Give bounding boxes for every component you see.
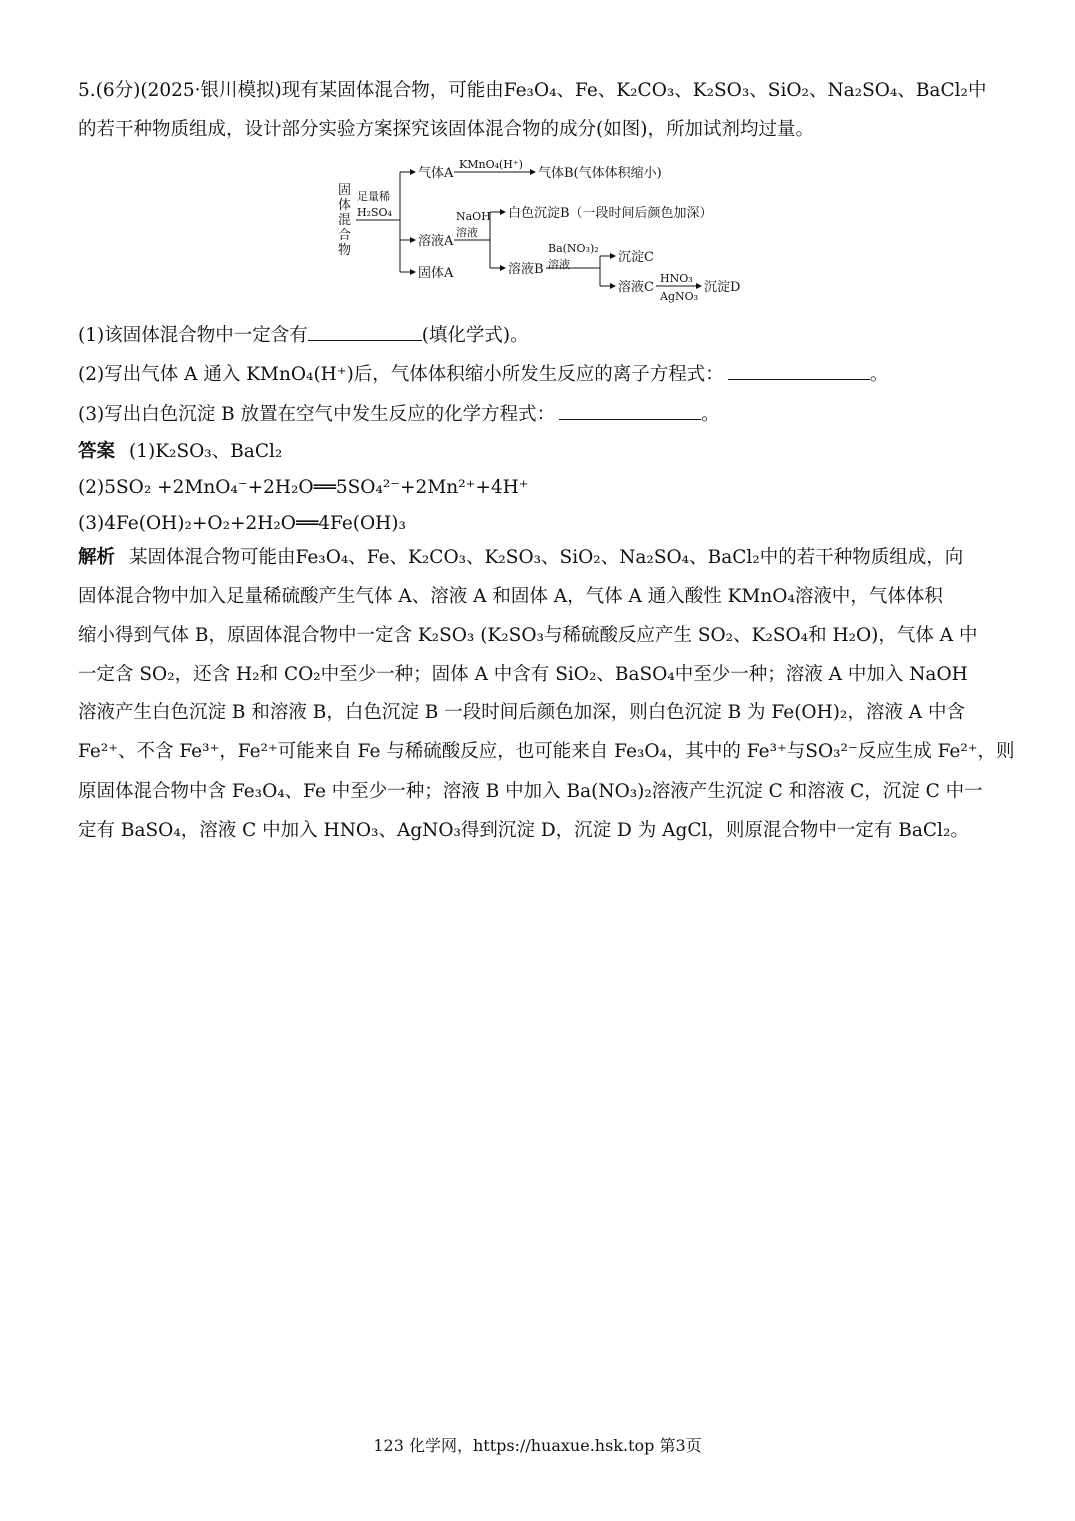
start-char-3: 混: [338, 213, 352, 228]
answer-line-1: [78, 440, 997, 464]
solution-c: 溶液C: [618, 280, 654, 295]
white-precipitate-b: 白色沉淀B（一段时间后颜色加深）: [508, 206, 713, 221]
start-char-2: 体: [338, 198, 352, 213]
ba-nitrate-label: Ba(NO₃)₂: [548, 242, 599, 255]
analysis-line-1: [78, 546, 997, 570]
sub-question-1-suffix: (填化学式)。: [421, 325, 529, 346]
kmno4-label: KMnO₄(H⁺): [459, 158, 523, 171]
agno3-label: AgNO₃: [660, 290, 699, 303]
reagent-1-bottom: H₂SO₄: [357, 206, 392, 219]
start-char-5: 物: [338, 243, 352, 258]
answer-1: (1)K₂SO₃、BaCl₂: [129, 441, 283, 462]
start-char-1: 固: [338, 183, 352, 198]
hno3-label: HNO₃: [660, 272, 693, 285]
solution-b: 溶液B: [508, 262, 544, 277]
analysis-line-8: 定有 BaSO₄，溶液 C 中加入 HNO₃、AgNO₃得到沉淀 D，沉淀 D 为 AgCl，则原混合物中一定有 BaCl₂。: [78, 820, 969, 841]
reagent-1-top: 足量稀: [357, 190, 390, 203]
naoh-solution-label: 溶液: [456, 226, 478, 239]
gas-a: 气体A: [418, 166, 454, 181]
ba-nitrate-solution-label: 溶液: [548, 258, 570, 271]
answer-blank-1: [308, 322, 422, 341]
precipitate-d: 沉淀D: [704, 280, 741, 295]
sub-question-3: [78, 401, 997, 427]
answer-blank-2: [728, 361, 870, 380]
answer-3: (3)4Fe(OH)₂+O₂+2H₂O══4Fe(OH)₃: [78, 513, 406, 534]
analysis-line-5: 溶液产生白色沉淀 B 和溶液 B，白色沉淀 B 一段时间后颜色加深，则白色沉淀 B 为 Fe(OH)₂，溶液 A 中含: [78, 702, 965, 723]
sub-question-3-text: (3)写出白色沉淀 B 放置在空气中发生反应的化学方程式：: [78, 404, 556, 425]
sub-question-3-suffix: 。: [701, 404, 720, 425]
analysis-line-3: 缩小得到气体 B，原固体混合物中一定含 K₂SO₃ (K₂SO₃与稀硫酸反应产生 SO₂、K₂SO₄和 H₂O)，气体 A 中: [78, 625, 978, 646]
page-footer: 123 化学网，https://huaxue.hsk.top 第3页: [373, 1436, 702, 1455]
analysis-line-4: 一定含 SO₂，还含 H₂和 CO₂中至少一种；固体 A 中含有 SiO₂、BaSO₄中至少一种；溶液 A 中加入 NaOH: [78, 664, 968, 685]
naoh-label: NaOH: [456, 210, 491, 223]
sub-question-1: [78, 322, 997, 348]
gas-b: 气体B(气体体积缩小): [538, 166, 662, 181]
answer-label: 答案: [78, 441, 116, 462]
analysis-line-7: 原固体混合物中含 Fe₃O₄、Fe 中至少一种；溶液 B 中加入 Ba(NO₃)₂溶液产生沉淀 C 和溶液 C，沉淀 C 中一: [78, 781, 983, 802]
analysis-line-6: Fe²⁺、不含 Fe³⁺，Fe²⁺可能来自 Fe 与稀硫酸反应，也可能来自 Fe₃O₄，其中的 Fe³⁺与SO₃²⁻反应生成 Fe²⁺，则: [78, 741, 1015, 762]
precipitate-c: 沉淀C: [618, 250, 654, 265]
sub-question-2-suffix: 。: [869, 364, 889, 385]
analysis-line-2: 固体混合物中加入足量稀硫酸产生气体 A、溶液 A 和固体 A，气体 A 通入酸性 KMnO₄溶液中，气体体积: [78, 586, 943, 607]
question-line-2: 的若干种物质组成，设计部分实验方案探究该固体混合物的成分(如图)，所加试剂均过量。: [78, 119, 814, 140]
question-line-1: 5.(6分)(2025·银川模拟)现有某固体混合物，可能由Fe₃O₄、Fe、K₂CO₃、K₂SO₃、SiO₂、Na₂SO₄、BaCl₂中: [78, 80, 987, 101]
answer-blank-3: [559, 401, 701, 420]
sub-question-2: [78, 361, 997, 387]
solution-a: 溶液A: [418, 234, 454, 249]
analysis-text-1: 某固体混合物可能由Fe₃O₄、Fe、K₂CO₃、K₂SO₃、SiO₂、Na₂SO₄、BaCl₂中的若干种物质组成，向: [129, 547, 964, 568]
analysis-label: 解析: [78, 547, 116, 568]
start-char-4: 合: [338, 228, 352, 243]
answer-2: (2)5SO₂ +2MnO₄⁻+2H₂O══5SO₄²⁻+2Mn²⁺+4H⁺: [78, 477, 529, 498]
solid-a: 固体A: [418, 266, 454, 281]
sub-question-1-text: (1)该固体混合物中一定含有: [78, 325, 308, 346]
sub-question-2-text: (2)写出气体 A 通入 KMnO₄(H⁺)后，气体体积缩小所发生反应的离子方程式：: [78, 364, 724, 385]
experiment-flow-diagram: [330, 150, 760, 305]
